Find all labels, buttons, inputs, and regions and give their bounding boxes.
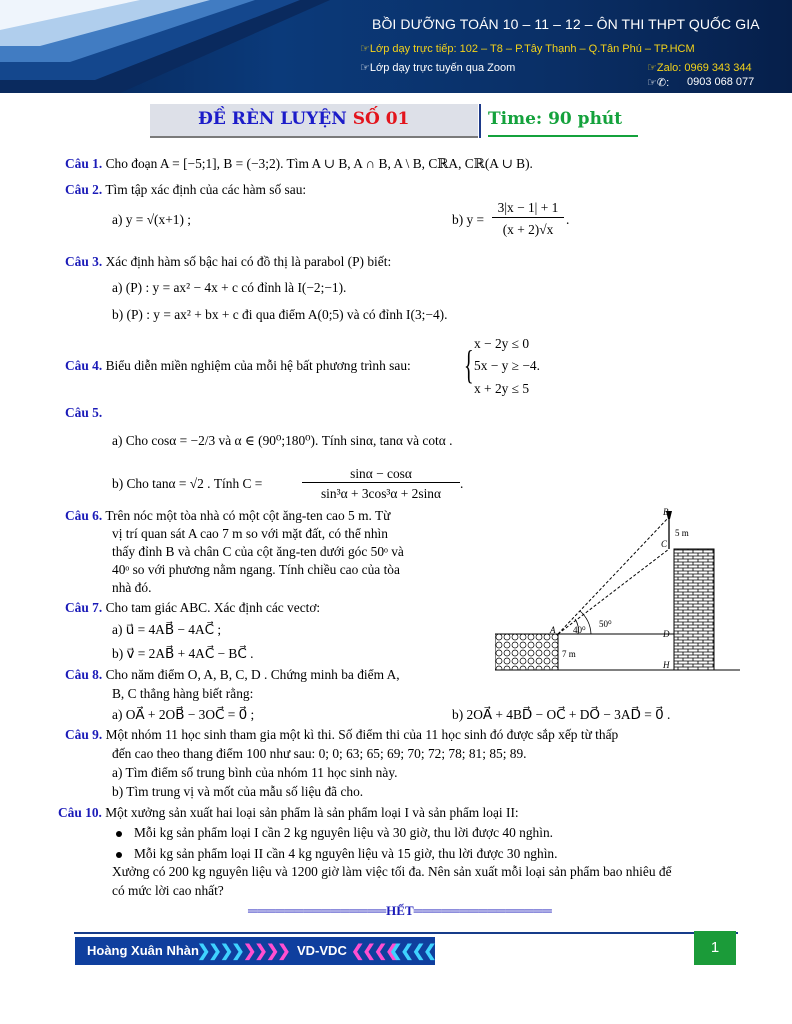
figure-labels <box>549 507 689 670</box>
question-10-bullet-2: Mỗi kg sản phẩm loại II cần 4 kg nguyên liệu và 15 giờ, thu lời được 30 nghìn. <box>116 846 557 862</box>
header-zalo: ☞Zalo: 0969 343 344 <box>647 62 752 74</box>
question-3b: b) (P) : y = ax² + bx + c đi qua điểm A(0;5) và có đỉnh I(3;−4). <box>112 307 448 322</box>
title-divider <box>479 104 481 138</box>
system-brace: { <box>464 342 474 387</box>
question-4-ineq-3: x + 2y ≤ 5 <box>474 381 530 396</box>
question-10: Câu 10. Một xưởng sản xuất hai loại sản phẩm là sản phẩm loại I và sản phẩm loại II: <box>58 805 519 820</box>
header-phone: 0903 068 077 <box>687 76 755 88</box>
question-5a: a) Cho cosα = −2/3 và α ∈ (90⁰;180⁰). Tính sinα, tanα và cotα . <box>112 433 453 448</box>
label-b: B <box>663 507 669 517</box>
question-4-ineq-2: 5x − y ≥ −4. <box>474 358 540 373</box>
question-2b-denominator: (x + 2)√x <box>502 222 554 237</box>
end-marker: ═══════════════HẾT═══════════════ <box>248 903 552 918</box>
question-10-line-2: Xưởng có 200 kg nguyên liệu và 1200 giờ làm việc tối đa. Nên sản xuất mỗi loại sản phẩm bao nhiêu để <box>112 864 672 879</box>
question-7b: b) v⃗ = 2AB⃗ + 4AC⃗ − BC⃗ . <box>112 646 254 661</box>
label-h: H <box>663 660 670 670</box>
question-7: Câu 7. Cho tam giác ABC. Xác định các vectơ: <box>65 600 321 615</box>
chevron-left-icon: ❮❮❮❮ <box>351 943 397 960</box>
line-of-sight-b <box>558 517 669 634</box>
label-7m: 7 m <box>562 649 576 659</box>
question-5b-denominator: sin³α + 3cos³α + 2sinα <box>320 486 442 501</box>
header-direct-class: ☞Lớp dạy trực tiếp: 102 – T8 – P.Tây Thạnh – Q.Tân Phú – TP.HCM <box>360 43 695 55</box>
exam-number: SỐ 01 <box>352 109 410 129</box>
question-6-line-4: 40ᵒ so với phương nằm ngang. Tính chiều cao của tòa <box>112 562 400 577</box>
question-6-line-3: thấy đỉnh B và chân C của cột ăng-ten dưới góc 50ᵒ và <box>112 544 404 559</box>
question-1: Câu 1. Cho đoạn A = [−5;1], B = (−3;2). Tìm A ∪ B, A ∩ B, A \ B, CℝA, Cℝ(A ∪ B). <box>65 156 533 171</box>
question-10-line-3: có mức lời cao nhất? <box>112 883 224 898</box>
chevron-right-icon: ❯❯❯❯ <box>243 943 289 960</box>
label-c: C <box>661 539 668 549</box>
building <box>674 549 714 670</box>
question-9a: a) Tìm điểm số trung bình của nhóm 11 học sinh này. <box>112 765 398 780</box>
exam-time: Time: 90 phút <box>488 109 623 129</box>
question-5b-numerator: sinα − cosα <box>302 466 460 483</box>
question-8: Câu 8. Cho năm điểm O, A, B, C, D . Chứng minh ba điểm A, <box>65 667 400 682</box>
question-3: Câu 3. Xác định hàm số bậc hai có đồ thị là parabol (P) biết: <box>65 254 392 269</box>
question-4: Câu 4. Biểu diễn miền nghiệm của mỗi hệ bất phương trình sau: <box>65 358 411 373</box>
label-5m: 5 m <box>675 528 689 538</box>
exam-title-box <box>150 104 478 138</box>
page-number: 1 <box>694 931 736 965</box>
question-10-bullet-1: Mỗi kg sản phẩm loại I cần 2 kg nguyên liệu và 30 giờ, thu lời được 40 nghìn. <box>116 825 553 841</box>
time-underline <box>488 135 638 137</box>
label-d: D <box>663 629 670 639</box>
question-2b-numerator: 3|x − 1| + 1 <box>492 200 564 218</box>
brand-label: VD-VDC <box>297 943 347 958</box>
page-header <box>0 0 792 93</box>
question-2a: a) y = √(x+1) ; <box>112 212 191 227</box>
question-8-line-2: B, C thẳng hàng biết rằng: <box>112 686 254 701</box>
footer-divider <box>74 932 738 934</box>
header-zoom-class: ☞Lớp dạy trực tuyến qua Zoom <box>360 62 516 74</box>
question-9b: b) Tìm trung vị và mốt của mẫu số liệu đã cho. <box>112 784 364 799</box>
antenna-building-figure <box>495 505 740 675</box>
chevron-left-icon: ❮❮❮❮ <box>389 943 435 960</box>
question-8b: b) 2OA⃗ + 4BD⃗ − OC⃗ + DO⃗ − 3AD⃗ = 0⃗ . <box>452 707 671 722</box>
question-6: Câu 6. Trên nóc một tòa nhà có một cột ăng-ten cao 5 m. Từ <box>65 508 391 523</box>
question-4-ineq-1: x − 2y ≤ 0 <box>474 336 530 351</box>
question-9: Câu 9. Một nhóm 11 học sinh tham gia một kì thi. Số điểm thi của 11 học sinh đó được sắp xếp từ thấp <box>65 727 619 742</box>
question-9-line-2: đến cao theo thang điểm 100 như sau: 0; 0; 63; 65; 69; 70; 72; 78; 81; 85; 89. <box>112 746 527 761</box>
author-name: Hoàng Xuân Nhàn <box>87 943 199 958</box>
header-title: BỒI DƯỠNG TOÁN 10 – 11 – 12 – ÔN THI THPT QUỐC GIA <box>372 16 760 32</box>
observer-platform <box>495 634 558 670</box>
angle-40: 40⁰ <box>573 625 586 635</box>
phone-icon: ☞✆: <box>647 77 670 89</box>
footer-banner <box>75 937 435 965</box>
question-7a: a) u⃗ = 4AB⃗ − 4AC⃗ ; <box>112 622 222 637</box>
question-2: Câu 2. Tìm tập xác định của các hàm số sau: <box>65 182 307 197</box>
label-a: A <box>550 625 556 635</box>
question-6-line-5: nhà đó. <box>112 580 152 595</box>
exam-title: ĐỀ RÈN LUYỆN SỐ 01 <box>198 109 410 129</box>
question-8a: a) OA⃗ + 2OB⃗ − 3OC⃗ = 0⃗ ; <box>112 707 255 722</box>
line-of-sight-c <box>558 549 669 634</box>
question-3a: a) (P) : y = ax² − 4x + c có đỉnh là I(−2;−1). <box>112 280 347 295</box>
question-6-line-2: vị trí quan sát A cao 7 m so với mặt đất, có thể nhìn <box>112 526 388 541</box>
question-5: Câu 5. <box>65 405 103 420</box>
question-5b: b) Cho tanα = √2 . Tính C = <box>112 476 263 491</box>
chevron-right-icon: ❯❯❯❯ <box>197 943 243 960</box>
angle-50: 50⁰ <box>599 619 612 629</box>
question-2b: b) y = <box>452 212 485 227</box>
